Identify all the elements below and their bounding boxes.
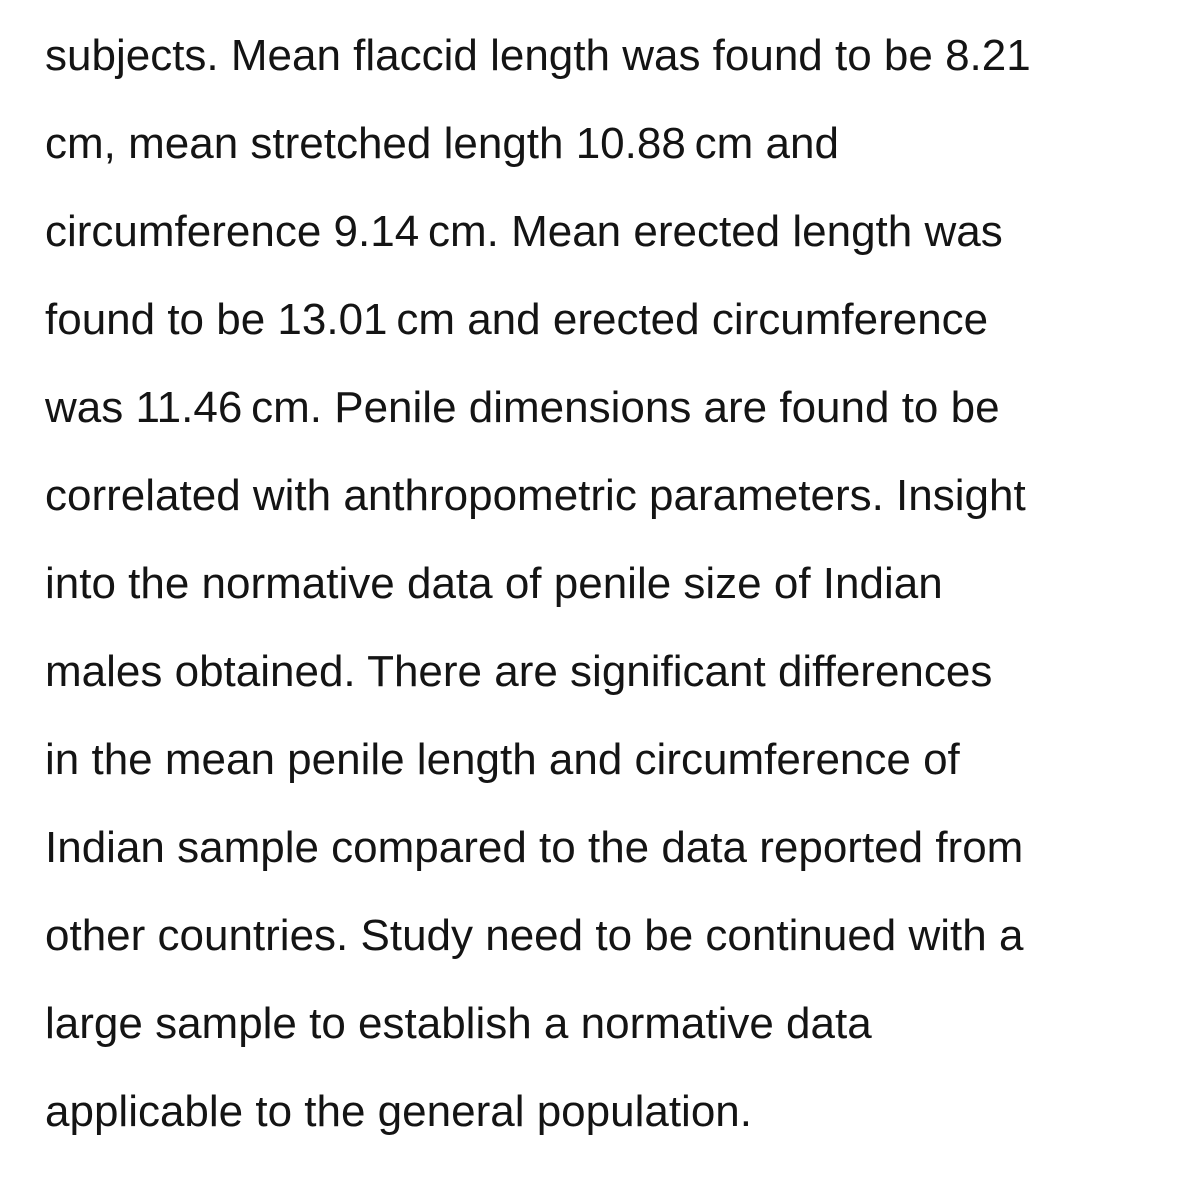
abstract-paragraph — [45, 12, 1185, 1156]
paragraph-line: circumference 9.14 cm. Mean erected length was — [45, 207, 1003, 256]
paragraph-line: cm, mean stretched length 10.88 cm and — [45, 119, 839, 168]
paragraph-line: in the mean penile length and circumference of — [45, 735, 960, 784]
paragraph-line: found to be 13.01 cm and erected circumference — [45, 295, 989, 344]
paragraph-line: applicable to the general population. — [45, 1087, 752, 1136]
paragraph-line: large sample to establish a normative data — [45, 999, 872, 1048]
paragraph-line: males obtained. There are significant differences — [45, 647, 993, 696]
paragraph-line: Indian sample compared to the data reported from — [45, 823, 1024, 872]
paragraph-line: into the normative data of penile size of Indian — [45, 559, 943, 608]
paragraph-line: correlated with anthropometric parameters. Insight — [45, 471, 1026, 520]
paragraph-line: was 11.46 cm. Penile dimensions are found to be — [45, 383, 1000, 432]
paragraph-line: other countries. Study need to be continued with a — [45, 911, 1024, 960]
paragraph-line: subjects. Mean flaccid length was found to be 8.21 — [45, 31, 1031, 80]
